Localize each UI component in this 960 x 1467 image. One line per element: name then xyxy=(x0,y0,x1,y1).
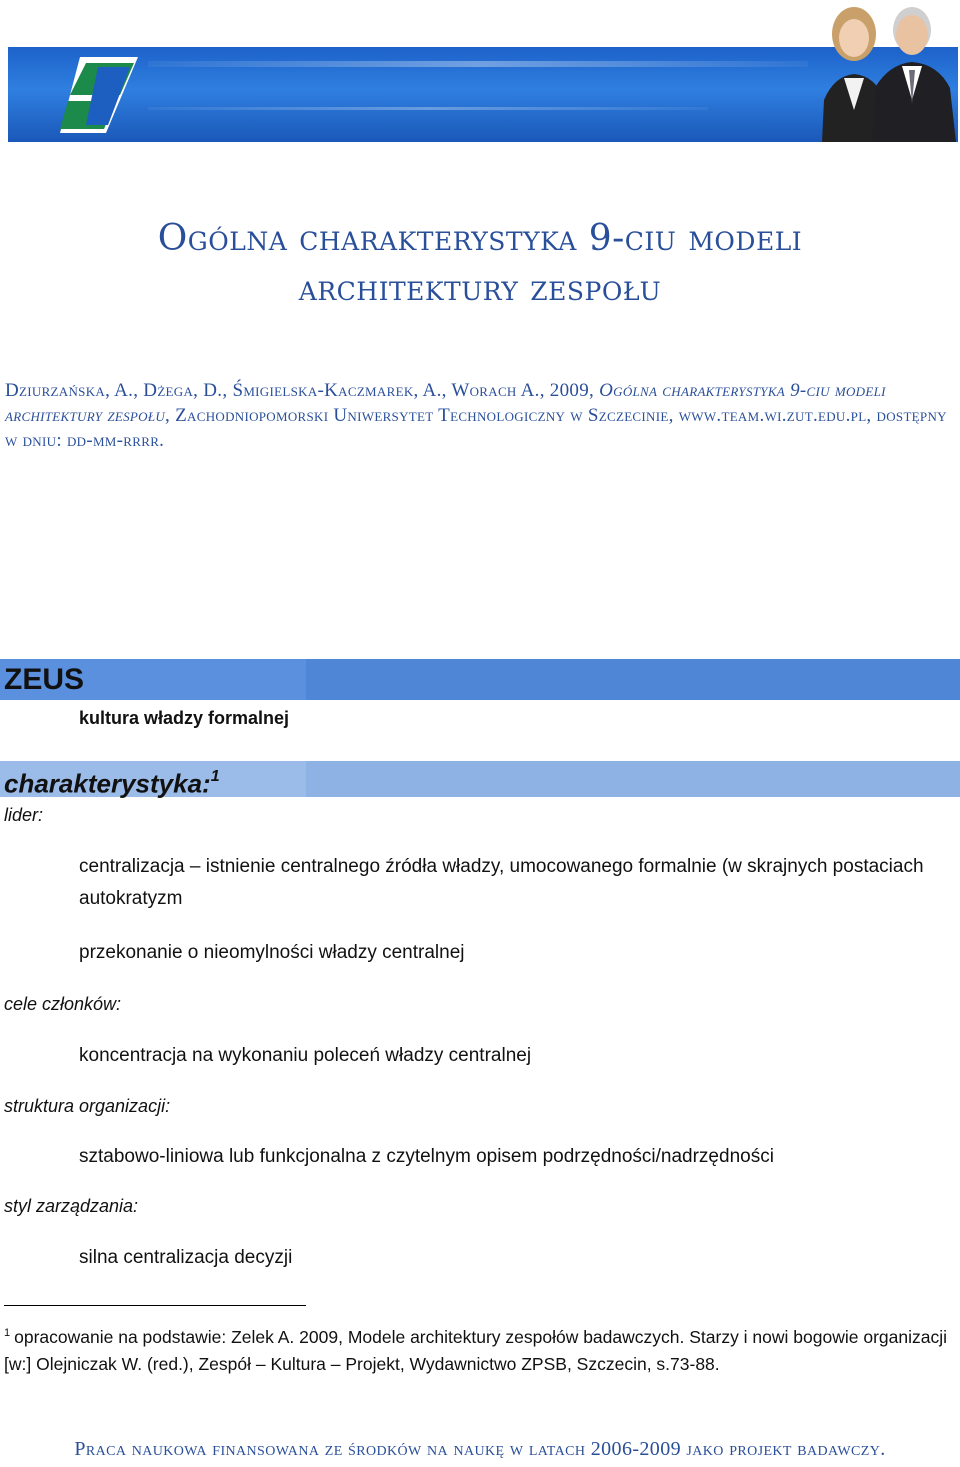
funding-note: Praca naukowa finansowana ze środków na naukę w latach 2006-2009 jako projekt badawczy. xyxy=(74,1438,886,1460)
label-styl-zarzadzania: styl zarządzania: xyxy=(4,1196,139,1216)
list-item: przekonanie o nieomylności władzy centralnej xyxy=(79,942,465,963)
citation-work-title: Ogólna charakterystyka 9-ciu modeli architektury zespołu xyxy=(5,380,886,426)
banner-decor-line xyxy=(148,61,808,67)
footnote-ref: 1 xyxy=(210,768,220,785)
people-photo-icon xyxy=(814,0,960,142)
model-header-band xyxy=(0,659,960,700)
section-heading xyxy=(4,762,220,801)
label-struktura-organizacji: struktura organizacji: xyxy=(4,1096,171,1116)
footnote xyxy=(4,1320,958,1378)
section-heading-text: charakterystyka: xyxy=(4,768,211,799)
citation-authors: Dziurzańska, A., Dżega, D., Śmigielska-Kaczmarek, A., Worach A., 2009, xyxy=(5,380,595,401)
citation xyxy=(5,378,957,453)
document-title xyxy=(0,214,960,314)
label-lider: lider: xyxy=(4,805,44,825)
title-line-1: Ogólna charakterystyka 9-ciu modeli xyxy=(157,218,803,259)
list-item: koncentracja na wykonaniu poleceń władzy centralnej xyxy=(79,1045,532,1066)
title-line-2: architektury zespołu xyxy=(298,268,662,309)
model-subtitle: kultura władzy formalnej xyxy=(79,708,290,728)
citation-publisher: , Zachodniopomorski Uniwersytet Technologiczny w Szczecinie, www.team.wi.zut.edu.pl, dostępny w dniu: dd-mm-rrrr. xyxy=(5,405,947,451)
banner-decor-line xyxy=(148,107,708,110)
footnote-divider xyxy=(4,1305,306,1306)
label-cele-czlonkow: cele członków: xyxy=(4,994,122,1014)
list-item: centralizacja – istnienie centralnego źródła władzy, umocowanego formalnie (w skrajnych postaciach autokratyzm xyxy=(79,856,924,909)
model-name: ZEUS xyxy=(4,663,85,696)
logo-icon xyxy=(46,53,146,137)
footnote-number: 1 xyxy=(4,1327,11,1339)
footnote-text: opracowanie na podstawie: Zelek A. 2009, Modele architektury zespołów badawczych. Starzy i nowi bogowie organizacji [w:] Olejniczak W. (red.), Zespół – Kultura – Projekt, Wydawnictwo ZPSB, Szczecin, s.73-88. xyxy=(4,1326,947,1374)
list-item: silna centralizacja decyzji xyxy=(79,1247,293,1268)
list-item: sztabowo-liniowa lub funkcjonalna z czytelnym opisem podrzędności/nadrzędności xyxy=(79,1146,774,1167)
